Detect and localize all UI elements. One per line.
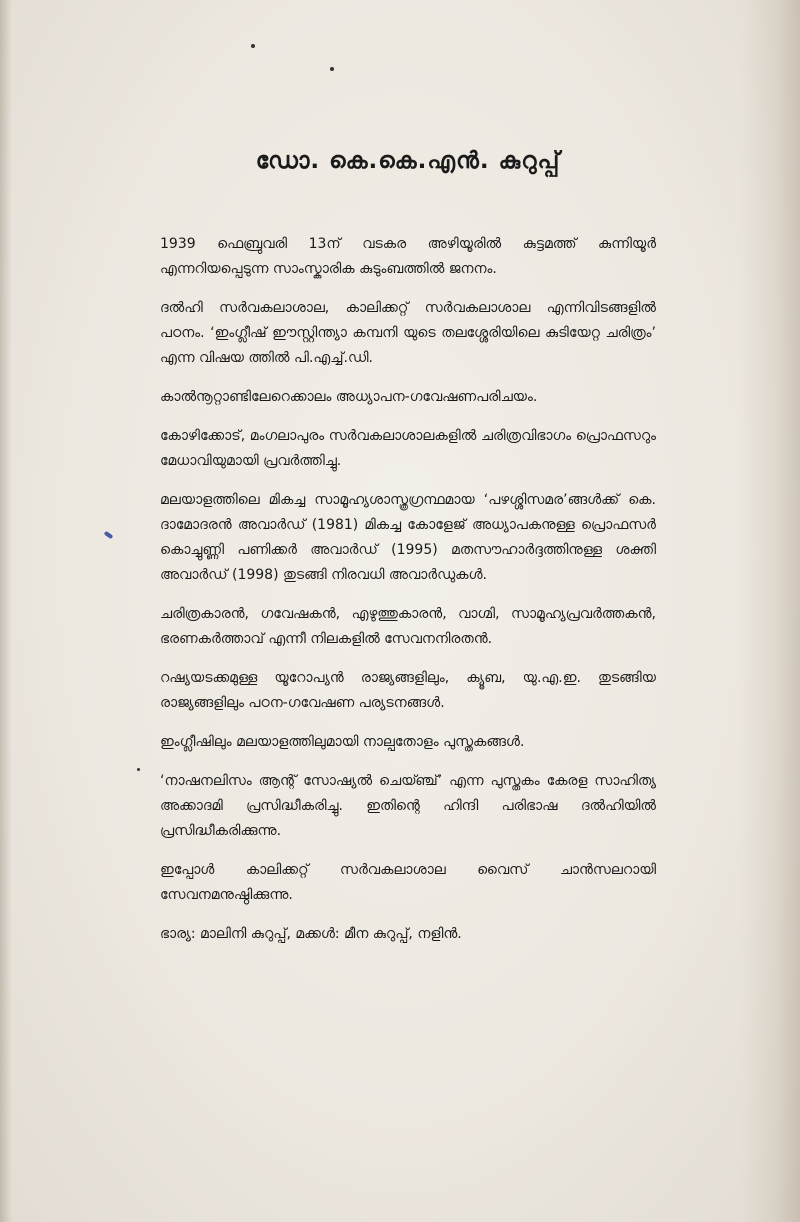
author-biography xyxy=(160,232,656,961)
bio-paragraph-publication: ‘നാഷനലിസം ആന്റ് സോഷ്യൽ ചെയ്ഞ്ച്’ എന്ന പുസ്തകം കേരള സാഹിത്യ അക്കാദമി പ്രസിദ്ധീകരിച്ചു. ഇതിന്റെ ഹിന്ദി പരിഭാഷ ദൽഹിയിൽ പ്രസിദ്ധീകരിക്കുന്നു. xyxy=(160,773,656,839)
bio-paragraph-books: ഇംഗ്ലീഷിലും മലയാളത്തിലുമായി നാല്പതോളം പുസ്തകങ്ങൾ. xyxy=(160,734,525,750)
bio-paragraph-experience: കാൽനൂറ്റാണ്ടിലേറെക്കാലം അധ്യാപന-ഗവേഷണപരിചയം. xyxy=(160,389,538,405)
bio-paragraph-positions: കോഴിക്കോട്, മംഗലാപുരം സർവകലാശാലകളിൽ ചരിത്രവിഭാഗം പ്രൊഫസറും മേധാവിയുമായി പ്രവർത്തിച്ചു. xyxy=(160,428,656,469)
ink-speck xyxy=(251,44,255,48)
paper-edge-shadow-left xyxy=(0,0,12,1222)
author-name-heading: ഡോ. കെ.കെ.എൻ. കുറുപ്പ് xyxy=(255,148,561,174)
bio-paragraph-roles: ചരിത്രകാരൻ, ഗവേഷകൻ, എഴുത്തുകാരൻ, വാഗ്മി, സാമൂഹ്യപ്രവർത്തകൻ, ഭരണകർത്താവ് എന്നീ നിലകളിൽ സേവനനിരതൻ. xyxy=(160,606,656,647)
bio-paragraph-awards: മലയാളത്തിലെ മികച്ച സാമൂഹ്യശാസ്ത്രഗ്രന്ഥമായ ‘പഴശ്ശിസമര’ങ്ങൾക്ക് കെ. ദാമോദരൻ അവാർഡ് (1981) മികച്ച കോളേജ് അധ്യാപകനുള്ള പ്രൊഫസർ കൊച്ചുണ്ണി പണിക്കർ അവാർഡ് (1995) മതസൗഹാർദ്ദത്തിനുള്ള ശക്തി അവാർഡ് (1998) തുടങ്ങി നിരവധി അവാർഡുകൾ. xyxy=(160,492,656,583)
bio-paragraph-current-role: ഇപ്പോൾ കാലിക്കറ്റ് സർവകലാശാല വൈസ് ചാൻസലറായി സേവനമനുഷ്ഠിക്കുന്നു. xyxy=(160,862,656,903)
bio-paragraph-education: ദൽഹി സർവകലാശാല, കാലിക്കറ്റ് സർവകലാശാല എന്നിവിടങ്ങളിൽ പഠനം. ‘ഇംഗ്ലീഷ് ഈസ്റ്റിന്ത്യാ കമ്പനി യുടെ തലശ്ശേരിയിലെ കുടിയേറ്റ ചരിത്രം’ എന്ന വിഷയ ത്തിൽ പി.എച്ച്.ഡി. xyxy=(160,300,656,366)
ink-speck xyxy=(330,67,334,71)
bio-paragraph-birth: 1939 ഫെബ്രുവരി 13ന് വടകര അഴിയൂരിൽ കുട്ടമത്ത് കുന്നിയൂർ എന്നറിയപ്പെടുന്ന സാംസ്കാരിക കുടുംബത്തിൽ ജനനം. xyxy=(160,236,656,277)
bio-paragraph-travels: റഷ്യയടക്കമുള്ള യൂറോപ്യൻ രാജ്യങ്ങളിലും, ക്യൂബ, യു.എ.ഇ. തുടങ്ങിയ രാജ്യങ്ങളിലും പഠന-ഗവേഷണ പര്യടനങ്ങൾ. xyxy=(160,670,656,711)
blue-ink-mark xyxy=(104,531,114,539)
bio-paragraph-family: ഭാര്യ: മാലിനി കുറുപ്പ്, മക്കൾ: മീന കുറുപ്പ്, നളിൻ. xyxy=(160,926,462,942)
ink-speck xyxy=(137,768,140,771)
paper-edge-stain-right xyxy=(740,0,800,1222)
